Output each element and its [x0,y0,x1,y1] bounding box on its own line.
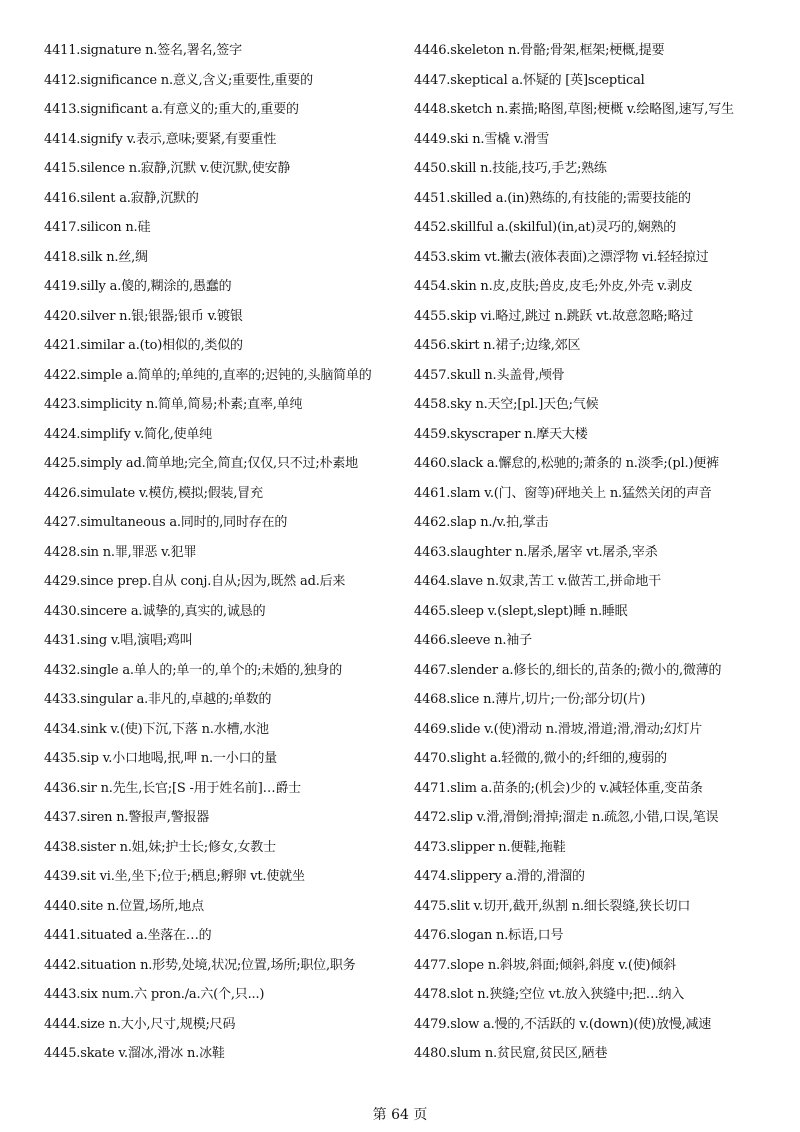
vocab-entry: 4427.simultaneous a.同时的,同时存在的 [44,515,288,530]
vocab-entry: 4417.silicon n.硅 [44,220,151,235]
vocab-entry: 4466.sleeve n.袖子 [414,633,532,648]
vocab-entry: 4473.slipper n.便鞋,拖鞋 [414,839,566,855]
vocab-entry: 4474.slippery a.滑的,滑溜的 [414,869,585,884]
vocab-entry: 4413.significant a.有意义的;重大的,重要的 [44,102,299,117]
vocab-entry: 4463.slaughter n.屠杀,屠宰 vt.屠杀,宰杀 [414,544,658,560]
vocab-entry: 4439.sit vi.坐,坐下;位于;栖息;孵卵 vt.使就坐 [44,869,305,884]
vocab-entry: 4449.ski n.雪橇 v.滑雪 [414,131,550,147]
vocab-entry: 4421.similar a.(to)相似的,类似的 [44,338,243,353]
vocab-entry: 4469.slide v.(使)滑动 n.滑坡,滑道;滑,滑动;幻灯片 [414,721,703,737]
vocab-entry: 4457.skull n.头盖骨,颅骨 [414,367,565,383]
vocab-entry: 4465.sleep v.(slept,slept)睡 n.睡眠 [414,603,628,619]
vocab-entry: 4475.slit v.切开,截开,纵割 n.细长裂缝,狭长切口 [414,898,691,914]
page-number: 第 64 页 [372,1107,428,1123]
vocab-entry: 4426.simulate v.模仿,模拟;假装,冒充 [44,485,263,501]
vocab-entry: 4437.siren n.警报声,警报器 [44,810,210,825]
vocab-entry: 4464.slave n.奴隶,苦工 v.做苦工,拼命地干 [414,574,662,589]
vocab-entry: 4435.sip v.小口地喝,抿,呷 n.一小口的量 [44,751,277,766]
vocab-entry: 4462.slap n./v.拍,掌击 [414,515,549,530]
vocab-entry: 4411.signature n.签名,署名,签字 [44,43,242,58]
vocab-entry: 4436.sir n.先生,长官;[S -用于姓名前]…爵士 [44,780,301,796]
vocab-entry: 4415.silence n.寂静,沉默 v.使沉默,使安静 [44,161,291,176]
vocab-entry: 4422.simple a.简单的;单纯的,直率的;迟钝的,头脑简单的 [44,367,372,383]
vocab-entry: 4472.slip v.滑,滑倒;滑掉;溜走 n.疏忽,小错,口误,笔误 [414,810,719,825]
vocab-entry: 4461.slam v.(门、窗等)砰地关上 n.猛然关闭的声音 [414,485,712,501]
vocab-entry: 4446.skeleton n.骨骼;骨架,框架;梗概,提要 [414,43,665,58]
vocab-entry: 4452.skillful a.(skilful)(in,at)灵巧的,娴熟的 [414,220,677,235]
vocab-entry: 4478.slot n.狭缝;空位 vt.放入狭缝中;把…纳入 [414,987,685,1002]
vocab-entry: 4470.slight a.轻微的,微小的;纤细的,瘦弱的 [414,751,667,766]
vocab-entry: 4440.site n.位置,场所,地点 [44,898,204,914]
vocab-entry: 4414.signify v.表示,意味;要紧,有要重性 [44,131,277,147]
vocab-entry: 4445.skate v.溜冰,滑冰 n.冰鞋 [44,1046,225,1061]
vocab-entry: 4456.skirt n.裙子;边缘,郊区 [414,338,581,353]
vocab-entry: 4442.situation n.形势,处境,状况;位置,场所;职位,职务 [44,957,356,973]
left-column [44,36,404,1069]
vocab-entry: 4454.skin n.皮,皮肤;兽皮,皮毛;外皮,外壳 v.剥皮 [414,279,693,294]
vocab-entry: 4441.situated a.坐落在…的 [44,928,212,943]
vocab-entry: 4467.slender a.修长的,细长的,苗条的;微小的,微薄的 [414,662,722,678]
vocab-entry: 4477.slope n.斜坡,斜面;倾斜,斜度 v.(使)倾斜 [414,957,676,973]
vocab-entry: 4455.skip vi.略过,跳过 n.跳跃 vt.故意忽略;略过 [414,308,694,324]
vocab-entry: 4433.singular a.非凡的,卓越的;单数的 [44,692,272,707]
vocab-entry: 4412.significance n.意义,含义;重要性,重要的 [44,72,313,88]
vocab-entry: 4450.skill n.技能,技巧,手艺;熟练 [414,161,607,176]
vocab-entry: 4423.simplicity n.简单,简易;朴素;直率,单纯 [44,397,303,412]
vocab-entry: 4459.skyscraper n.摩天大楼 [414,426,588,442]
vocab-entry: 4430.sincere a.诚挚的,真实的,诚恳的 [44,603,266,619]
vocab-entry: 4480.slum n.贫民窟,贫民区,陋巷 [414,1046,608,1061]
vocab-entry: 4434.sink v.(使)下沉,下落 n.水槽,水池 [44,721,269,737]
vocab-entry: 4443.six num.六 pron./a.六(个,只...) [44,987,265,1002]
vocab-entry: 4468.slice n.薄片,切片;一份;部分切(片) [414,692,646,707]
vocab-entry: 4451.skilled a.(in)熟练的,有技能的;需要技能的 [414,190,691,206]
vocab-entry: 4419.silly a.傻的,糊涂的,愚蠢的 [44,279,232,294]
vocab-entry: 4438.sister n.姐,妹;护士长;修女,女教士 [44,839,276,855]
vocab-entry: 4425.simply ad.简单地;完全,简直;仅仅,只不过;朴素地 [44,456,358,471]
vocab-entry: 4471.slim a.苗条的;(机会)少的 v.减轻体重,变苗条 [414,780,703,796]
vocab-entry: 4448.sketch n.素描;略图,草图;梗概 v.绘略图,速写,写生 [414,102,734,117]
vocab-entry: 4424.simplify v.简化,使单纯 [44,426,212,442]
right-column [414,36,774,1069]
vocab-entry: 4428.sin n.罪,罪恶 v.犯罪 [44,544,197,560]
vocab-entry: 4447.skeptical a.怀疑的 [英]sceptical [414,72,645,88]
vocab-entry: 4420.silver n.银;银器;银币 v.镀银 [44,308,243,324]
vocab-entry: 4460.slack a.懈怠的,松驰的;萧条的 n.淡季;(pl.)便裤 [414,456,719,471]
vocab-entry: 4418.silk n.丝,绸 [44,249,148,265]
vocab-entry: 4453.skim vt.撇去(液体表面)之漂浮物 vi.轻轻掠过 [414,249,709,265]
vocab-entry: 4431.sing v.唱,演唱;鸡叫 [44,633,193,648]
vocab-entry: 4476.slogan n.标语,口号 [414,928,564,943]
vocab-entry: 4479.slow a.慢的,不活跃的 v.(down)(使)放慢,减速 [414,1016,712,1032]
vocab-entry: 4416.silent a.寂静,沉默的 [44,190,199,206]
vocab-entry: 4432.single a.单人的;单一的,单个的;未婚的,独身的 [44,662,343,678]
vocab-entry: 4429.since prep.自从 conj.自从;因为,既然 ad.后来 [44,574,346,589]
vocab-entry: 4458.sky n.天空;[pl.]天色;气候 [414,397,599,412]
vocab-entry: 4444.size n.大小,尺寸,规模;尺码 [44,1016,236,1032]
